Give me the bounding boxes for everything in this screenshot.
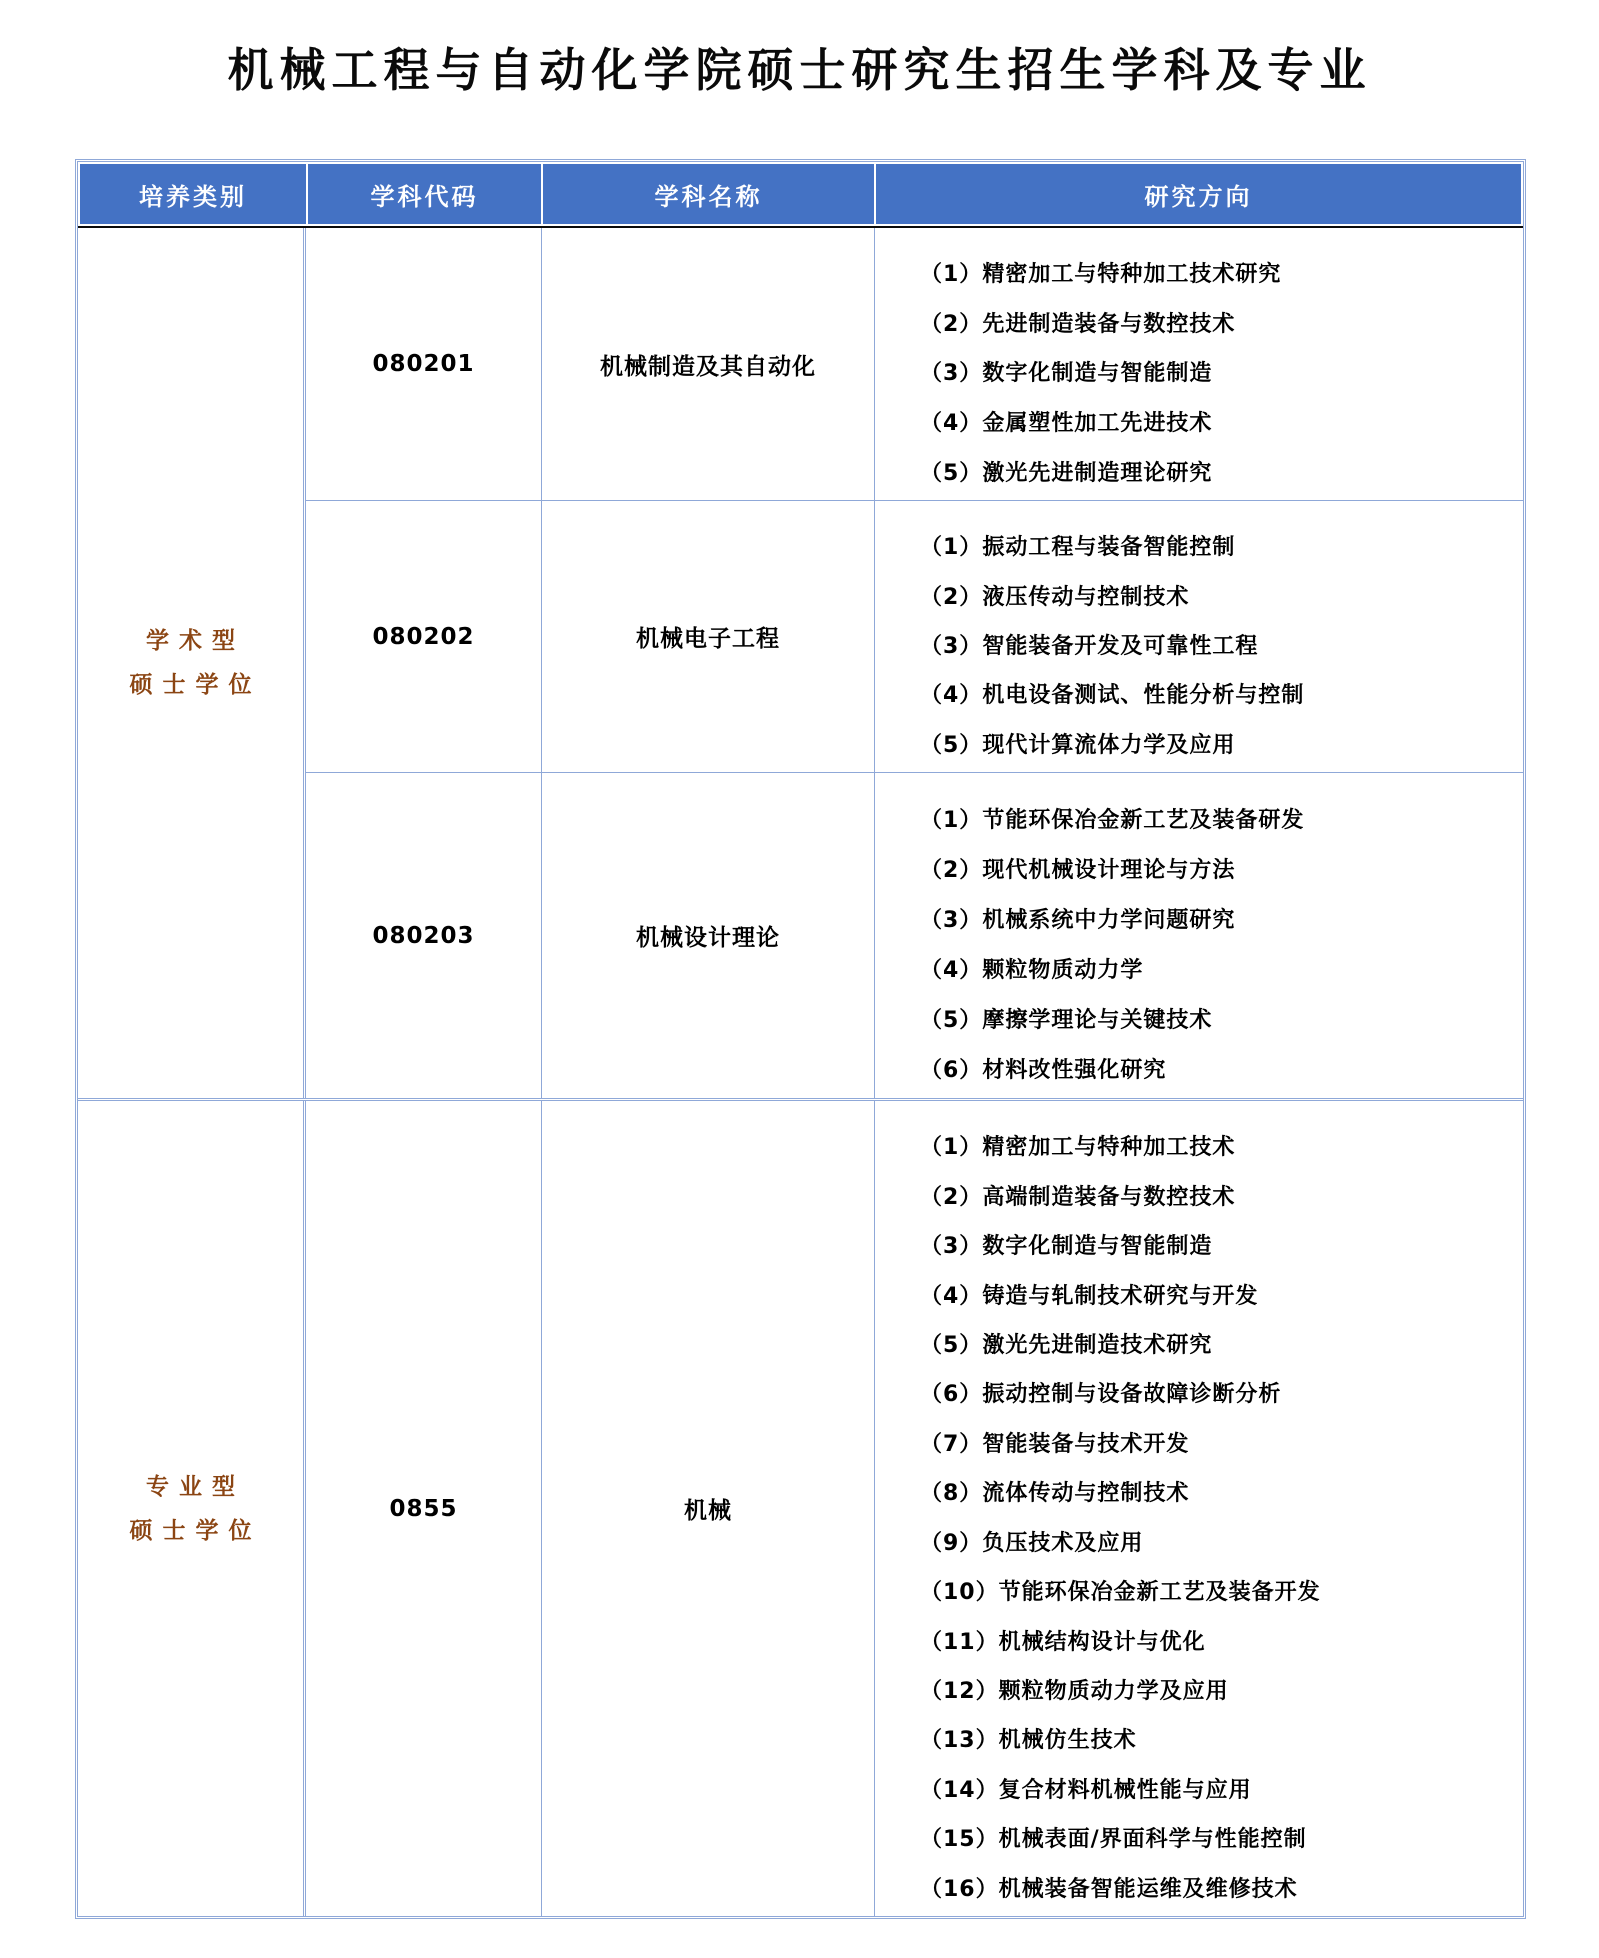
code-cell: 080203 [372,922,475,949]
direction-text: 机械仿生技术 [998,1728,1137,1754]
admissions-table [75,159,1526,1919]
category-line: 学术型 [146,628,245,654]
direction-number: （8） [920,1481,983,1507]
direction-number: （5） [920,1008,983,1034]
name-cell: 机械 [541,1101,874,1916]
direction-item [920,1822,1513,1853]
direction-text: 机械表面/界面科学与性能控制 [998,1827,1307,1853]
direction-item [920,1575,1513,1606]
direction-number: （2） [920,311,983,337]
direction-text: 颗粒物质动力学 [982,958,1144,984]
direction-number: （6） [920,1058,983,1084]
direction-text: 智能装备与技术开发 [982,1431,1190,1457]
direction-item [920,903,1513,934]
direction-text: 现代计算流体力学及应用 [982,732,1236,758]
direction-number: （3） [920,633,983,659]
direction-text: 高端制造装备与数控技术 [982,1184,1236,1210]
direction-text: 摩擦学理论与关键技术 [982,1008,1213,1034]
code-cell: 080202 [372,623,475,650]
direction-text: 机械系统中力学问题研究 [982,907,1236,933]
header-cell-code: 学科代码 [308,164,541,224]
direction-text: 精密加工与特种加工技术 [982,1135,1236,1161]
page-title: 机械工程与自动化学院硕士研究生招生学科及专业 [227,43,1372,97]
direction-item [920,1526,1513,1557]
direction-item [920,678,1513,709]
direction-number: （4） [920,411,983,437]
direction-number: （7） [920,1431,983,1457]
direction-text: 节能环保冶金新工艺及装备研发 [982,807,1305,833]
direction-text: 现代机械设计理论与方法 [982,857,1236,883]
direction-item [920,728,1513,759]
table-section [78,228,1523,1098]
direction-number: （6） [920,1382,983,1408]
program-row [306,772,1523,1098]
section-programs [306,228,1523,1098]
direction-item [920,1053,1513,1084]
direction-item [920,953,1513,984]
direction-number: （3） [920,907,983,933]
direction-number: （14） [920,1777,999,1803]
direction-item [920,1773,1513,1804]
direction-item [920,456,1513,487]
direction-text: 节能环保冶金新工艺及装备开发 [998,1580,1321,1606]
direction-text: 振动控制与设备故障诊断分析 [982,1382,1282,1408]
direction-text: 数字化制造与智能制造 [982,1234,1213,1260]
direction-number: （13） [920,1728,999,1754]
direction-number: （2） [920,584,983,610]
program-row [306,228,1523,500]
direction-item [920,1328,1513,1359]
direction-number: （15） [920,1827,999,1853]
direction-item [920,1427,1513,1458]
direction-number: （11） [920,1629,999,1655]
direction-item [920,1674,1513,1705]
direction-text: 先进制造装备与数控技术 [982,311,1236,337]
direction-item [920,1377,1513,1408]
direction-text: 激光先进制造技术研究 [982,1332,1213,1358]
direction-item [920,1130,1513,1161]
direction-text: 流体传动与控制技术 [982,1481,1190,1507]
direction-number: （1） [920,262,983,288]
direction-text: 振动工程与装备智能控制 [982,535,1236,561]
direction-number: （9） [920,1530,983,1556]
directions-cell [874,501,1523,772]
direction-number: （3） [920,1234,983,1260]
direction-number: （10） [920,1580,999,1606]
direction-item [920,257,1513,288]
direction-text: 复合材料机械性能与应用 [998,1777,1252,1803]
direction-text: 机电设备测试、性能分析与控制 [982,683,1305,709]
direction-number: （2） [920,1184,983,1210]
direction-text: 金属塑性加工先进技术 [982,411,1213,437]
name-cell: 机械设计理论 [541,773,874,1098]
direction-item [920,1723,1513,1754]
direction-item [920,580,1513,611]
category-line: 硕士学位 [129,672,262,698]
direction-text: 精密加工与特种加工技术研究 [982,262,1282,288]
direction-number: （4） [920,958,983,984]
direction-text: 负压技术及应用 [982,1530,1144,1556]
direction-item [920,1279,1513,1310]
header-cell-name: 学科名称 [543,164,874,224]
direction-number: （1） [920,1135,983,1161]
category-line: 硕士学位 [129,1517,262,1544]
direction-text: 智能装备开发及可靠性工程 [982,633,1259,659]
direction-item [920,530,1513,561]
directions-cell [874,228,1523,500]
name-cell: 机械制造及其自动化 [541,228,874,500]
directions-cell [874,1101,1523,1916]
name-cell: 机械电子工程 [541,501,874,772]
table-section [78,1098,1523,1916]
direction-text: 数字化制造与智能制造 [982,361,1213,387]
direction-number: （1） [920,807,983,833]
direction-number: （3） [920,361,983,387]
direction-item [920,853,1513,884]
code-cell: 0855 [389,1495,458,1522]
header-cell-directions: 研究方向 [876,164,1521,224]
direction-item [920,803,1513,834]
direction-number: （5） [920,460,983,486]
code-cell: 080201 [372,351,475,377]
header-cell-category: 培养类别 [80,164,306,224]
program-row [306,500,1523,772]
direction-number: （16） [920,1876,999,1902]
direction-item [920,1625,1513,1656]
table-header-row [78,162,1523,228]
section-programs [306,1101,1523,1916]
direction-item [920,1003,1513,1034]
direction-number: （1） [920,535,983,561]
direction-text: 材料改性强化研究 [982,1058,1167,1084]
direction-item [920,629,1513,660]
direction-text: 机械装备智能运维及维修技术 [998,1876,1298,1902]
direction-item [920,356,1513,387]
direction-text: 激光先进制造理论研究 [982,460,1213,486]
direction-text: 液压传动与控制技术 [982,584,1190,610]
direction-number: （12） [920,1679,999,1705]
direction-text: 铸造与轧制技术研究与开发 [982,1283,1259,1309]
category-cell [78,228,306,1098]
direction-item [920,1229,1513,1260]
direction-text: 颗粒物质动力学及应用 [998,1679,1229,1705]
program-row [306,1101,1523,1916]
direction-item [920,1476,1513,1507]
table-body [78,228,1523,1916]
direction-number: （5） [920,1332,983,1358]
direction-text: 机械结构设计与优化 [998,1629,1206,1655]
direction-number: （4） [920,1283,983,1309]
direction-item [920,1872,1513,1903]
direction-item [920,406,1513,437]
direction-number: （5） [920,732,983,758]
direction-item [920,307,1513,338]
direction-item [920,1180,1513,1211]
directions-cell [874,773,1523,1098]
direction-number: （4） [920,683,983,709]
direction-number: （2） [920,857,983,883]
category-line: 专业型 [146,1473,245,1500]
category-cell [78,1101,306,1916]
